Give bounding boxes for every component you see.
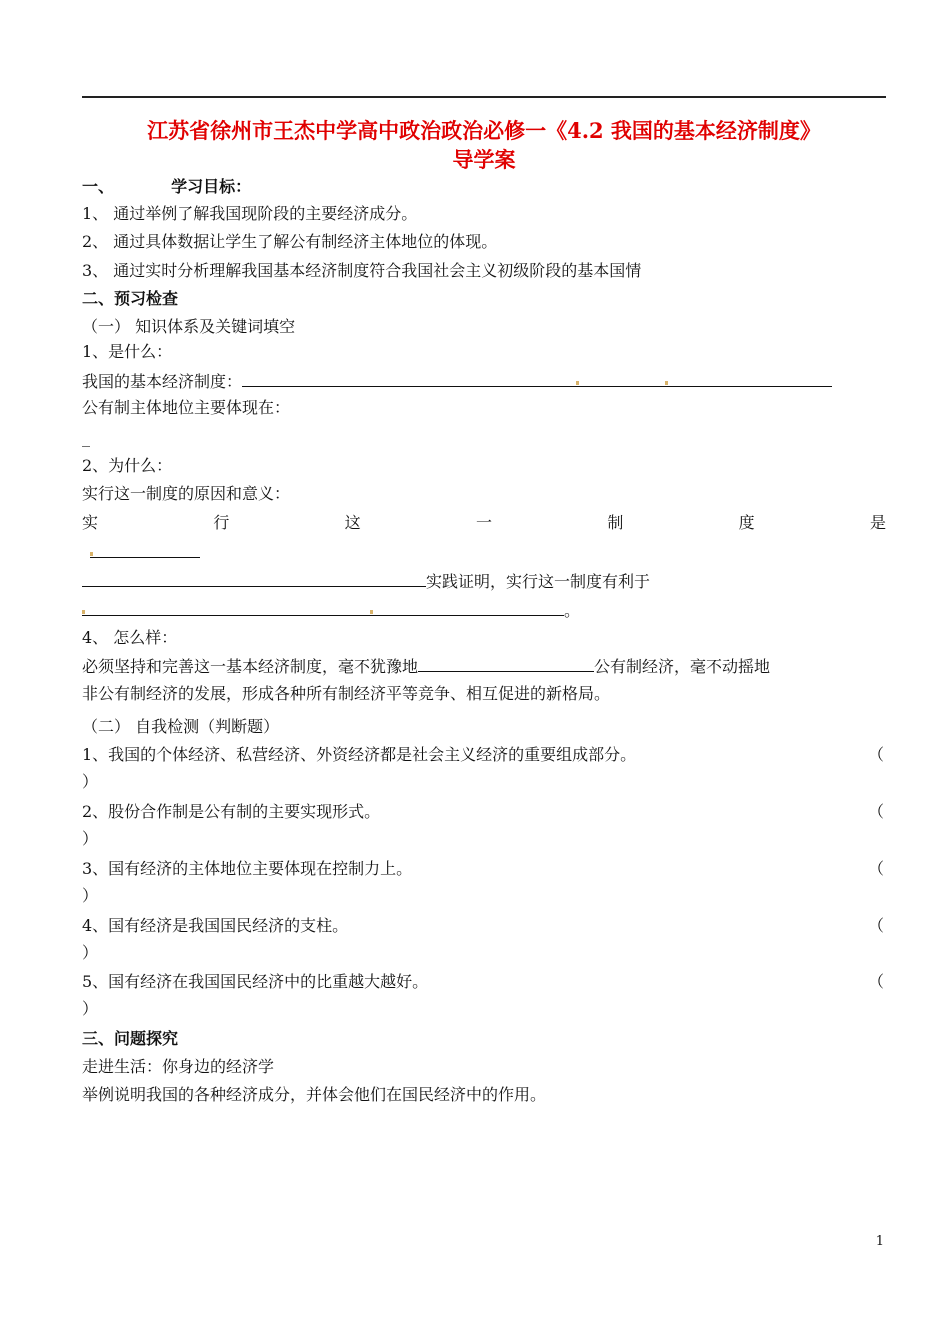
judgment-item-5: 5、国有经济在我国国民经济中的比重越大越好。 [82, 972, 429, 991]
spread-char: 实 [82, 513, 99, 532]
reason-blank[interactable] [90, 541, 200, 558]
section1-number: 一、 [82, 177, 115, 196]
section3-line-2: 举例说明我国的各种经济成分，并体会他们在国民经济中的作用。 [82, 1085, 547, 1104]
practice-row [82, 570, 650, 592]
practice-blank[interactable] [82, 570, 426, 587]
section3-line-1: 走进生活：你身边的经济学 [82, 1057, 275, 1076]
benefit-row [82, 599, 580, 621]
benefit-period: 。 [564, 601, 581, 620]
document-title: 江苏省徐州市王杰中学高中政治政治必修一《4.2 我国的基本经济制度》 [147, 118, 821, 143]
answer-close-paren: ） [82, 999, 99, 1018]
subsection-self-test: （二） 自我检测（判断题） [82, 717, 280, 736]
spread-char: 度 [738, 513, 755, 532]
answer-open-paren[interactable]: （ [867, 745, 884, 764]
how-row-1 [82, 655, 770, 677]
answer-close-paren: ） [82, 943, 99, 962]
answer-close-paren: ） [82, 772, 99, 791]
section3-heading: 三、问题探究 [82, 1029, 179, 1048]
how-text-b: 公有制经济，毫不动摇地 [594, 657, 771, 676]
section1-title: 学习目标： [171, 177, 252, 196]
spread-char: 是 [869, 513, 886, 532]
section2-heading: 二、预习检查 [82, 289, 179, 308]
spread-sentence [82, 513, 886, 533]
benefit-blank[interactable] [82, 599, 564, 616]
spread-char: 制 [607, 513, 624, 532]
judgment-item-4: 4、国有经济是我国国民经济的支柱。 [82, 916, 349, 935]
header-rule [82, 96, 886, 98]
spread-char: 这 [344, 513, 361, 532]
spread-char: 一 [475, 513, 492, 532]
subsection-knowledge: （一） 知识体系及关键词填空 [82, 317, 296, 336]
how-row-2: 非公有制经济的发展，形成各种所有制经济平等竞争、相互促进的新格局。 [82, 684, 611, 703]
answer-open-paren[interactable]: （ [867, 859, 884, 878]
question-why: 2、为什么： [82, 456, 173, 475]
reason-blank-row [90, 541, 200, 563]
question-how: 4、 怎么样： [82, 628, 178, 647]
answer-close-paren: ） [82, 829, 99, 848]
goal-item-3: 3、 通过实时分析理解我国基本经济制度符合我国社会主义初级阶段的基本国情 [82, 261, 642, 280]
question-what: 1、是什么： [82, 342, 173, 361]
judgment-item-3: 3、国有经济的主体地位主要体现在控制力上。 [82, 859, 413, 878]
dash-blank[interactable]: _ [82, 428, 90, 447]
section1-heading [82, 177, 251, 197]
how-blank[interactable] [418, 655, 594, 672]
basic-system-label: 我国的基本经济制度： [82, 372, 243, 391]
basic-system-blank[interactable] [242, 370, 832, 387]
page-number: 1 [875, 1234, 884, 1249]
judgment-item-1: 1、我国的个体经济、私营经济、外资经济都是社会主义经济的重要组成部分。 [82, 745, 637, 764]
answer-close-paren: ） [82, 886, 99, 905]
public-dominant-label: 公有制主体地位主要体现在： [82, 398, 291, 417]
how-text-a: 必须坚持和完善这一基本经济制度，毫不犹豫地 [82, 657, 419, 676]
answer-open-paren[interactable]: （ [867, 916, 884, 935]
basic-system-row [82, 370, 832, 392]
goal-item-1: 1、 通过举例了解我国现阶段的主要经济成分。 [82, 204, 418, 223]
spread-char: 行 [213, 513, 230, 532]
goal-item-2: 2、 通过具体数据让学生了解公有制经济主体地位的体现。 [82, 232, 498, 251]
answer-open-paren[interactable]: （ [867, 972, 884, 991]
reason-label: 实行这一制度的原因和意义： [82, 484, 291, 503]
document-title-line2: 导学案 [452, 147, 516, 172]
judgment-item-2: 2、股份合作制是公有制的主要实现形式。 [82, 802, 381, 821]
practice-text: 实践证明，实行这一制度有利于 [426, 572, 651, 591]
answer-open-paren[interactable]: （ [867, 802, 884, 821]
